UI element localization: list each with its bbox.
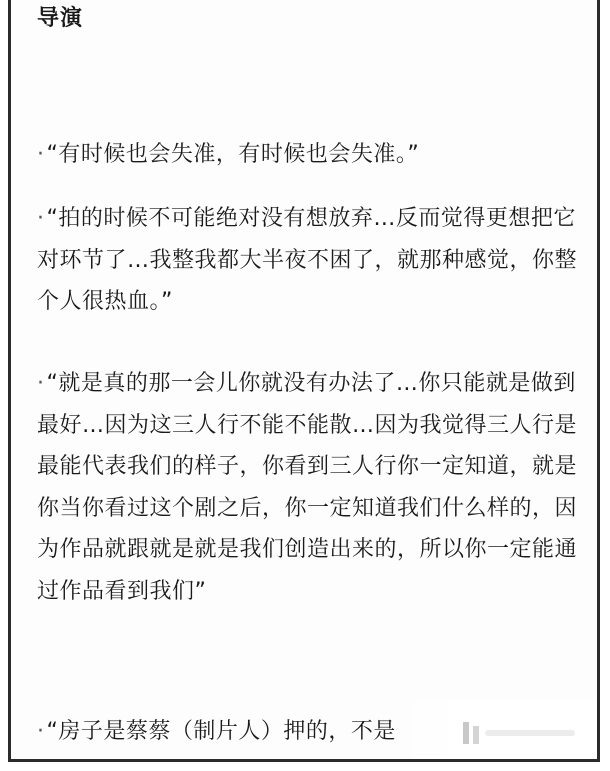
bullet-icon: · — [37, 371, 45, 396]
watermark-logo-icon — [463, 716, 583, 750]
bullet-icon: · — [37, 719, 45, 744]
quote-item-3 — [37, 363, 585, 612]
section-title: 导演 — [37, 6, 84, 31]
quote-item-1 — [37, 134, 585, 176]
quote-item-2 — [37, 198, 585, 323]
quote-text-1: “有时候也会失准，有时候也会失准。” — [46, 142, 420, 167]
bullet-icon: · — [37, 142, 45, 167]
document-panel — [8, 0, 600, 762]
bullet-icon: · — [37, 206, 45, 231]
quote-text-4: “房子是蔡蔡（制片人）押的，不是 — [46, 719, 396, 744]
quote-text-3: “就是真的那一会儿你就没有办法了…你只能就是做到最好…因为这三人行不能不能散…因为我觉得三人行是最能代表我们的样子，你看到三人行你一定知道，就是你当你看过这个剧之后，你一定知道我们什么样的，因为作品就跟就是就是我们创造出来的，所以你一定能通过作品看到我们” — [37, 371, 578, 604]
quote-text-2: “拍的时候不可能绝对没有想放弃…反而觉得更想把它对环节了…我整我都大半夜不困了，就那种感觉，你整个人很热血。” — [37, 206, 578, 314]
